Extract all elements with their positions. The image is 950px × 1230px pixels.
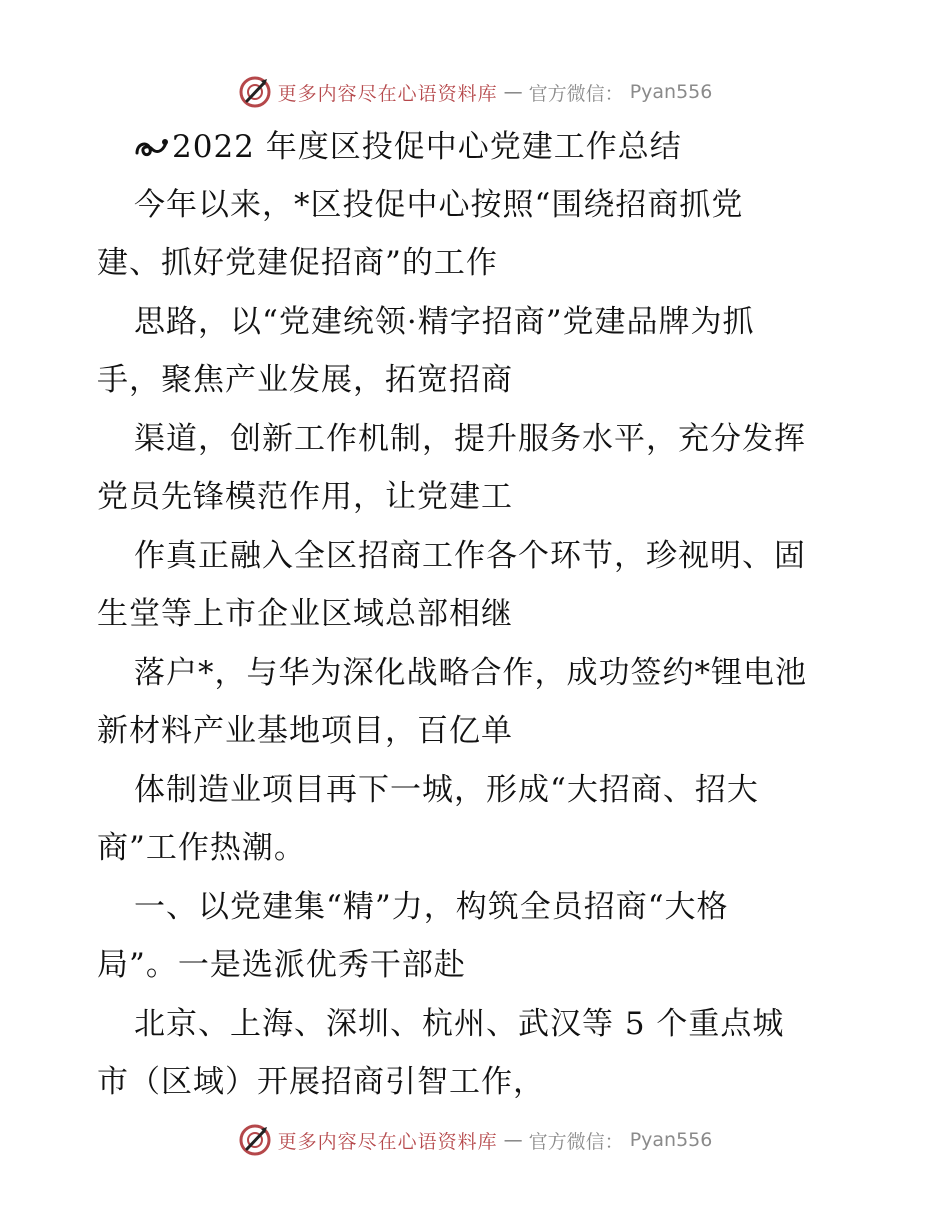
- body-line-9: 落户*，与华为深化战略合作，成功签约*锂电池: [134, 655, 807, 691]
- body-line-13: 一、以党建集“精”力，构筑全员招商“大格: [134, 889, 729, 925]
- watermark-dash: —: [503, 1129, 523, 1151]
- body-line-2: 建、抓好党建促招商”的工作: [97, 245, 498, 281]
- watermark-header: [0, 72, 950, 112]
- body-line-1: 今年以来，*区投促中心按照“围绕招商抓党: [134, 187, 744, 223]
- watermark-dash: —: [503, 81, 523, 103]
- body-line-10: 新材料产业基地项目，百亿单: [97, 713, 513, 749]
- watermark-wechat-label: 官方微信：: [528, 82, 624, 105]
- decorative-flourish-icon: [134, 133, 170, 161]
- body-line-11: 体制造业项目再下一城，形成“大招商、招大: [134, 772, 759, 808]
- watermark-footer: [0, 1120, 950, 1160]
- watermark-wechat-label: 官方微信：: [528, 1130, 624, 1153]
- body-line-3: 思路，以“党建统领·精字招商”党建品牌为抓: [134, 304, 755, 340]
- body-line-15: 北京、上海、深圳、杭州、武汉等 5 个重点城: [134, 1006, 785, 1042]
- body-line-6: 党员先锋模范作用，让党建工: [97, 479, 513, 515]
- body-line-4: 手，聚焦产业发展，拓宽招商: [97, 362, 513, 398]
- watermark-text: 更多内容尽在心语资料库: [277, 1130, 498, 1153]
- brand-logo-icon: [238, 1123, 272, 1157]
- body-line-12: 商”工作热潮。: [97, 830, 306, 866]
- body-line-14: 局”。一是选派优秀干部赴: [97, 947, 466, 983]
- body-line-7: 作真正融入全区招商工作各个环节，珍视明、固: [134, 538, 806, 574]
- watermark-text: 更多内容尽在心语资料库: [277, 82, 498, 105]
- document-title: [134, 127, 682, 167]
- watermark-wechat-id: Pyan556: [629, 81, 713, 103]
- brand-logo-icon: [238, 75, 272, 109]
- page-title: 2022 年度区投促中心党建工作总结: [172, 129, 682, 165]
- body-line-8: 生堂等上市企业区域总部相继: [97, 596, 513, 632]
- body-line-16: 市（区域）开展招商引智工作，: [97, 1064, 545, 1100]
- body-line-5: 渠道，创新工作机制，提升服务水平，充分发挥: [134, 421, 806, 457]
- watermark-wechat-id: Pyan556: [629, 1129, 713, 1151]
